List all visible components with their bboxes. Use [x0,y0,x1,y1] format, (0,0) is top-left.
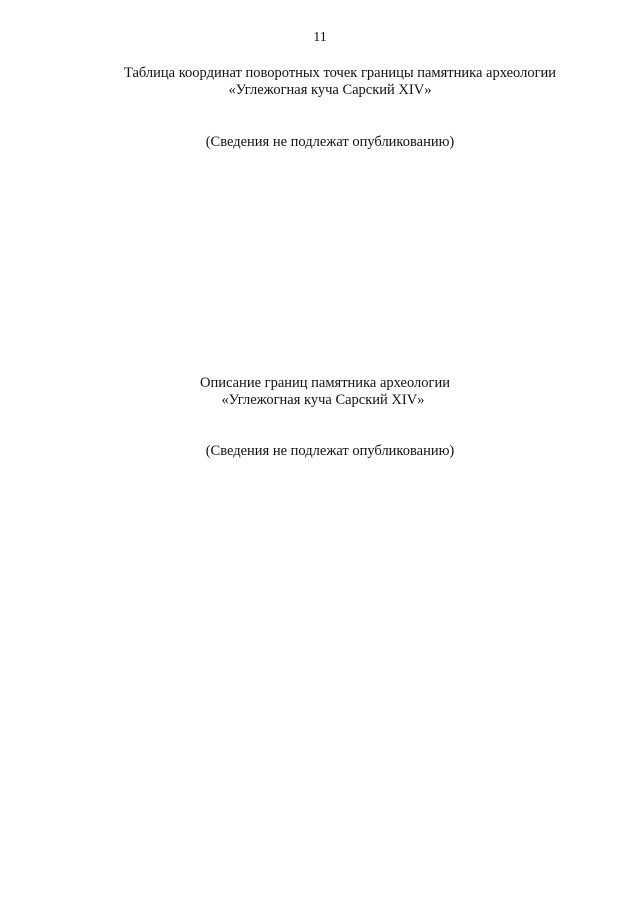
coordinates-table-heading [0,65,640,99]
boundary-description-heading [0,375,640,409]
coordinates-table-heading-line2: «Углежогная куча Сарский XIV» [228,82,432,98]
boundary-description-note-text: (Сведения не подлежат опубликованию) [205,443,455,459]
boundary-description-note [0,443,640,460]
coordinates-table-note-text: (Сведения не подлежат опубликованию) [205,134,455,150]
boundary-description-heading-line1: Описание границ памятника археологии [200,375,450,391]
page-number: 11 [313,30,327,45]
coordinates-table-heading-line1: Таблица координат поворотных точек границы памятника археологии [123,65,557,81]
coordinates-table-note [0,134,640,151]
boundary-description-heading-line2: «Углежогная куча Сарский XIV» [221,392,425,408]
